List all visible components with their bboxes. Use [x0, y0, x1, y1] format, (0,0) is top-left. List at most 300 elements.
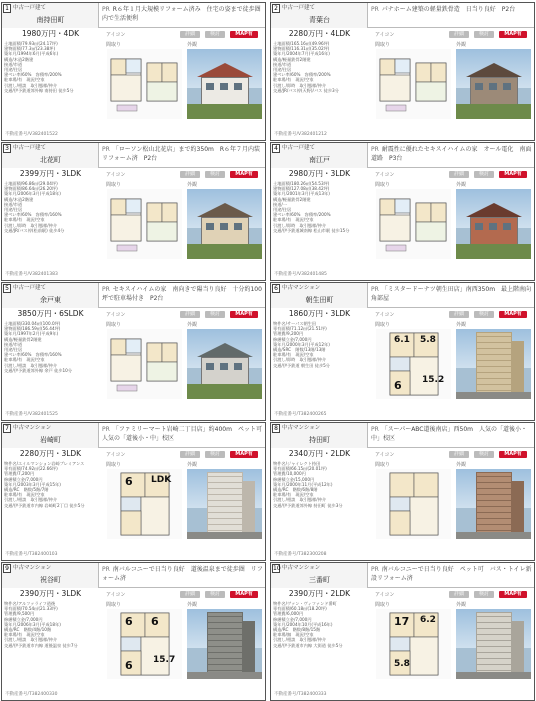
exterior-photo[interactable]	[456, 49, 531, 119]
map-button[interactable]: MAP有	[230, 311, 258, 318]
balcony-line	[207, 494, 243, 495]
pr-text	[102, 425, 268, 447]
tower-side	[512, 341, 524, 394]
header-left	[271, 143, 368, 168]
spec-line: 物件名/アルファライフ道後	[4, 601, 56, 606]
spec-line: 建ぺい率/60% 容積率/200%	[4, 72, 62, 78]
spec-line: 建ぺい率/60% 容積率/160%	[4, 352, 62, 358]
reference-number: 不動産番号/V382401525	[5, 412, 58, 417]
spec-line: 築年月/2003年3月(平成15年)	[4, 481, 61, 487]
detail-button[interactable]: 詳細	[449, 171, 469, 178]
listing-number: 3	[3, 144, 11, 153]
tower-side	[243, 621, 255, 674]
icon-label: アイコン	[106, 592, 126, 598]
spec-line: 引渡し/即時 取引態様/仲介	[273, 222, 327, 228]
detail-button[interactable]: 詳細	[449, 591, 469, 598]
exterior-label: 外観	[456, 322, 467, 328]
balcony-line	[476, 476, 512, 477]
listing-card[interactable]	[1, 282, 266, 421]
exterior-photo[interactable]	[456, 329, 531, 399]
area-name[interactable]: 岩崎町	[40, 436, 61, 444]
spec-line: 専有面積/70.54㎡(21.33坪)	[4, 606, 58, 612]
favorite-button[interactable]: 検討	[205, 591, 225, 598]
icon-label: アイコン	[106, 452, 126, 458]
area-name[interactable]: 持田町	[309, 436, 330, 444]
exterior-photo[interactable]	[187, 329, 262, 399]
spec-list	[4, 601, 99, 648]
pr-text	[371, 5, 534, 27]
spec-line: 用途/住居	[4, 207, 23, 213]
favorite-button[interactable]: 検討	[205, 451, 225, 458]
spec-line: 建物面積/127.08㎡(38.42坪)	[273, 186, 330, 192]
listing-card[interactable]	[1, 142, 266, 281]
window	[475, 83, 483, 90]
room-size-label: 17	[394, 615, 410, 628]
spec-line: 交通/JR/バス停(松前駅) 徒歩4分	[4, 227, 65, 233]
spec-line: 駐車場/有 現況/空家	[4, 492, 45, 498]
property-type: 中古マンション	[282, 565, 321, 571]
spec-line: 構造/木造2階建	[4, 56, 34, 62]
spec-line: 物件名/ヴァン・ヴィファンド番町	[273, 601, 337, 606]
property-type: 中古一戸建て	[13, 285, 47, 291]
floorplan-image[interactable]	[376, 329, 451, 399]
spec-line: 土地面積/180.26㎡(54.53坪)	[273, 181, 330, 186]
spec-line: 構造/軽量鉄骨2階建	[273, 56, 311, 62]
balcony-line	[476, 646, 512, 647]
map-button[interactable]: MAP有	[230, 31, 258, 38]
spec-line: 駐車場/有 現況/空家	[4, 357, 45, 363]
window	[503, 223, 511, 230]
card-header	[2, 423, 268, 448]
balcony-line	[207, 530, 243, 531]
price-layout: 3850万円・6SLDK	[17, 309, 84, 318]
balcony-line	[207, 518, 243, 519]
exterior-label: 外観	[187, 182, 198, 188]
balcony-line	[476, 616, 512, 617]
tower-side	[512, 621, 524, 674]
listing-number: 6	[272, 284, 280, 293]
balcony-line	[476, 640, 512, 641]
spec-line: 駐車場/有 現況/空家	[273, 77, 314, 83]
spec-line: 建ぺい率/60% 容積率/200%	[273, 212, 331, 218]
spec-line: 接道/市道	[4, 201, 23, 207]
spec-line: 管理費/9,200円	[273, 331, 304, 337]
listing-card[interactable]	[1, 422, 266, 561]
reference-number: 不動産番号/T382400103	[5, 552, 58, 557]
spec-line: 専有面積/66.15㎡(20.01坪)	[273, 466, 327, 472]
reference-number: 不動産番号/T382400330	[5, 692, 58, 697]
spec-line: 接道/一	[273, 201, 287, 207]
card-header	[271, 3, 534, 28]
spec-line: 築年月/2004年7月(平成16年)	[273, 51, 330, 57]
map-button[interactable]: MAP有	[230, 451, 258, 458]
balcony-line	[476, 372, 512, 373]
pr-text	[371, 145, 534, 167]
spec-list	[273, 321, 368, 368]
spec-line: 土地面積/165.16㎡(49.96坪)	[273, 41, 330, 46]
floorplan-drawing	[107, 329, 182, 399]
listing-number: 5	[3, 284, 11, 293]
spec-line: 土地面積/79.93㎡(24.17坪)	[4, 41, 58, 46]
spec-line: 土地面積/330.04㎡(100.0坪)	[4, 321, 61, 326]
area-name[interactable]: 朝生田町	[305, 296, 334, 304]
exterior-label: 外観	[456, 182, 467, 188]
balcony-line	[207, 500, 243, 501]
header-left	[271, 3, 368, 28]
balcony-line	[476, 664, 512, 665]
spec-list	[4, 461, 99, 508]
spec-line: 建ぺい率/60% 容積率/160%	[4, 212, 62, 218]
price-layout: 2390万円・2LDK	[288, 589, 351, 598]
spec-line: 引渡し/即時 取引態様/仲介	[273, 82, 327, 88]
floorplan-label: 間取り	[375, 322, 391, 328]
icon-label: アイコン	[375, 32, 395, 38]
house-wall	[470, 77, 518, 107]
area-name[interactable]: 青葉台	[309, 16, 330, 24]
floorplan-image[interactable]	[107, 329, 182, 399]
road	[187, 672, 262, 679]
exterior-label: 外観	[187, 42, 198, 48]
spec-line: 交通/伊予鉄道 朝生田 徒歩5分	[273, 362, 330, 368]
spec-line: 構造/RC 階数/5階/7階	[4, 487, 49, 493]
floorplan-image[interactable]	[376, 469, 451, 539]
spec-line: 専有面積/74.92㎡(22.66坪)	[4, 466, 58, 472]
exterior-photo[interactable]	[187, 189, 262, 259]
floorplan-image[interactable]	[376, 189, 451, 259]
house-wall	[470, 217, 518, 247]
pr-body: 「ファミリーマート岩崎二丁目店」約400m ペット可 人気の「道後小・中」校区	[102, 426, 268, 442]
map-button[interactable]: MAP有	[499, 591, 527, 598]
pr-label: PR	[102, 426, 110, 433]
floorplan-image[interactable]	[107, 49, 182, 119]
area-name[interactable]: 三番町	[309, 576, 330, 584]
balcony-line	[207, 670, 243, 671]
pr-text	[102, 145, 265, 167]
balcony-line	[476, 366, 512, 367]
roof	[197, 343, 253, 357]
room-size-label: 6	[394, 379, 402, 392]
floorplan-image[interactable]	[376, 609, 451, 679]
balcony-line	[207, 506, 243, 507]
balcony-line	[207, 476, 243, 477]
map-button[interactable]: MAP有	[499, 311, 527, 318]
spec-line: 築年月/2001年3月(平成13年)	[273, 191, 330, 197]
reference-number: 不動産番号/T382300208	[274, 552, 327, 557]
property-type: 中古マンション	[13, 565, 52, 571]
ground	[187, 244, 262, 259]
spec-line: 引渡し/相談 取引態様/仲介	[4, 362, 58, 368]
exterior-label: 外観	[456, 42, 467, 48]
floorplan-image[interactable]	[107, 469, 182, 539]
spec-line: 駐車場/無 現況/空家	[273, 632, 314, 638]
spec-line: 修繕積立金/7,000円	[4, 476, 43, 482]
detail-button[interactable]: 詳細	[180, 31, 200, 38]
balcony-line	[476, 342, 512, 343]
spec-line: 接道/市道	[4, 341, 23, 347]
exterior-label: 外観	[187, 322, 198, 328]
pr-body: 南バルコニーで日当り良好 ペット可 バス・トイレ新設リフォーム済	[371, 566, 532, 582]
window	[234, 83, 242, 90]
pr-label: PR	[102, 6, 110, 13]
floorplan-label: 間取り	[106, 42, 122, 48]
favorite-button[interactable]: 検討	[474, 451, 494, 458]
balcony-line	[207, 622, 243, 623]
spec-line: 接道/市道	[273, 61, 292, 67]
header-left	[271, 563, 368, 588]
floorplan-label: 間取り	[375, 462, 391, 468]
house-wall	[201, 357, 249, 387]
balcony-line	[207, 664, 243, 665]
exterior-photo[interactable]	[187, 469, 262, 539]
window	[489, 223, 497, 230]
favorite-button[interactable]: 検討	[474, 591, 494, 598]
exterior-label: 外観	[187, 462, 198, 468]
balcony-line	[207, 652, 243, 653]
spec-line: 引渡し/相談 取引態様/仲介	[273, 637, 327, 643]
map-button[interactable]: MAP有	[230, 171, 258, 178]
map-button[interactable]: MAP有	[230, 591, 258, 598]
balcony-line	[476, 488, 512, 489]
area-name[interactable]: 南江戸	[309, 156, 330, 164]
balcony-line	[476, 494, 512, 495]
spec-line: 管理費/7,200円	[4, 471, 35, 477]
spec-line: 引渡し/相談 取引態様/仲介	[4, 82, 58, 88]
icon-label: アイコン	[375, 312, 395, 318]
spec-line: 管理費/6,000円	[273, 611, 304, 617]
spec-line: 築年月/2000年11月(平成12年)	[273, 481, 333, 487]
property-type: 中古マンション	[282, 285, 321, 291]
reference-number: 不動産番号/V382401485	[274, 272, 327, 277]
spec-line: 構造/RC 階数/8階/15階	[273, 627, 321, 633]
spec-line: 交通/伊予鉄道市内線 道後温泉 徒歩7分	[4, 642, 78, 648]
detail-button[interactable]: 詳細	[180, 311, 200, 318]
balcony-line	[207, 628, 243, 629]
spec-line: 築年月/2004年10月(平成16年)	[273, 621, 333, 627]
exterior-photo[interactable]	[187, 49, 262, 119]
card-header	[2, 563, 265, 588]
pr-body: セキスイハイムの家 南向きで陽当り良好 十分約100坪で駐車場付き P2台	[102, 286, 262, 302]
exterior-photo[interactable]	[456, 469, 531, 539]
exterior-photo[interactable]	[456, 609, 531, 679]
pr-label: PR	[371, 566, 379, 573]
favorite-button[interactable]: 検討	[474, 171, 494, 178]
floorplan-label: 間取り	[106, 602, 122, 608]
detail-button[interactable]: 詳細	[449, 451, 469, 458]
card-header	[271, 563, 534, 588]
map-button[interactable]: MAP有	[499, 451, 527, 458]
icon-label: アイコン	[375, 592, 395, 598]
spec-line: 用途/住居	[4, 347, 23, 353]
spec-list	[273, 41, 368, 93]
detail-button[interactable]: 詳細	[180, 451, 200, 458]
icon-label: アイコン	[375, 452, 395, 458]
balcony-line	[476, 390, 512, 391]
balcony-line	[476, 530, 512, 531]
spec-line: 駐車場/有 現況/空家	[273, 217, 314, 223]
balcony-line	[207, 634, 243, 635]
ground	[456, 244, 531, 259]
favorite-button[interactable]: 検討	[474, 31, 494, 38]
property-type: 中古一戸建て	[282, 145, 316, 151]
room-size-label: 6	[151, 615, 159, 628]
favorite-button[interactable]: 検討	[205, 171, 225, 178]
balcony-line	[476, 348, 512, 349]
header-left	[271, 283, 368, 308]
pr-body: パナホーム建築の軽量鉄骨造 日当り良好 P2台	[381, 6, 516, 13]
spec-line: 管理費/10,000円	[273, 471, 306, 477]
reference-number: 不動産番号/V382401522	[5, 132, 58, 137]
exterior-photo[interactable]	[187, 609, 262, 679]
area-name[interactable]: 南持田町	[36, 16, 65, 24]
spec-line: 修繕積立金/7,000円	[273, 616, 312, 622]
reference-number: 不動産番号/V382401383	[5, 272, 58, 277]
detail-button[interactable]: 詳細	[449, 311, 469, 318]
listing-card[interactable]	[270, 142, 535, 281]
spec-line: 用途/住居	[273, 207, 292, 213]
spec-line: 引渡し/相談 取引態様/仲介	[273, 497, 327, 503]
pr-body: 南バルコニーで日当り良好 道後温泉まで徒歩圏 リフォーム済	[102, 566, 263, 582]
listing-card[interactable]	[1, 2, 266, 141]
price-layout: 1860万円・3LDK	[288, 309, 351, 318]
spec-line: 駐車場/有 現況/空家	[273, 352, 314, 358]
tower-side	[512, 481, 524, 534]
detail-button[interactable]: 詳細	[449, 31, 469, 38]
window	[220, 363, 228, 370]
icon-label: アイコン	[106, 32, 126, 38]
window	[503, 83, 511, 90]
card-header	[2, 3, 265, 28]
room-size-label: 15.7	[153, 655, 176, 665]
roof	[197, 203, 253, 217]
icon-label: アイコン	[375, 172, 395, 178]
floorplan-image[interactable]	[107, 609, 182, 679]
spec-line: 建物面積/77.3㎡(23.38坪)	[4, 46, 56, 52]
detail-button[interactable]: 詳細	[180, 591, 200, 598]
favorite-button[interactable]: 検討	[474, 311, 494, 318]
map-button[interactable]: MAP有	[499, 31, 527, 38]
balcony-line	[476, 622, 512, 623]
room-size-label: 5.8	[420, 335, 436, 345]
area-name[interactable]: 余戸東	[40, 296, 61, 304]
area-name[interactable]: 北花町	[40, 156, 61, 164]
balcony-line	[476, 336, 512, 337]
room-size-label: 6.1	[394, 335, 410, 345]
pr-label: PR	[102, 286, 110, 293]
balcony-line	[207, 488, 243, 489]
reference-number: 不動産番号/T382400333	[274, 692, 327, 697]
floorplan-drawing	[376, 609, 451, 679]
exterior-label: 外観	[187, 602, 198, 608]
price-layout: 2280万円・3LDK	[19, 449, 82, 458]
tower-side	[243, 481, 255, 534]
balcony-line	[476, 628, 512, 629]
listing-card[interactable]	[1, 562, 266, 701]
pr-text	[102, 5, 265, 27]
spec-line: 築年月/1997年2月(平成9年)	[4, 331, 59, 337]
balcony-line	[207, 658, 243, 659]
listing-number: 1	[3, 4, 11, 13]
pr-label: PR	[371, 146, 379, 153]
card-header	[2, 283, 265, 308]
balcony-line	[476, 354, 512, 355]
road	[456, 392, 531, 399]
balcony-line	[476, 378, 512, 379]
balcony-line	[476, 634, 512, 635]
header-left	[2, 283, 99, 308]
spec-line: 引渡し/即時 取引態様/仲介	[4, 222, 58, 228]
pr-label: PR	[102, 566, 110, 573]
listing-card[interactable]	[270, 422, 535, 561]
room-size-label: 6	[125, 475, 133, 488]
spec-line: 物件名/ジャイレクト持田	[273, 461, 321, 466]
listing-card[interactable]	[270, 562, 535, 701]
spec-line: 構造/軽量鉄骨2階建	[4, 336, 42, 342]
spec-line: 引渡し/相談 取引態様/仲介	[4, 637, 58, 643]
pr-text	[371, 285, 534, 307]
property-type: 中古一戸建て	[282, 5, 316, 11]
pr-label: PR	[371, 286, 379, 293]
pr-body: 耐震性に優れたセキスイハイムの家 オール電化 南面道路 P3台	[371, 146, 532, 162]
listing-number: 10	[273, 565, 281, 572]
pr-body: 「スーパーABC道後南店」西50m 人気の「道後小・中」校区	[371, 426, 527, 442]
listing-card[interactable]	[270, 282, 535, 421]
spec-list	[273, 461, 368, 508]
spec-line: 築年月/2000年3月(平成12年)	[273, 341, 330, 347]
card-header	[271, 143, 534, 168]
room-size-label: LDK	[151, 475, 172, 485]
listing-card[interactable]	[270, 2, 535, 141]
house-wall	[201, 77, 249, 107]
spec-line: 建物面積/86.64㎡(26.20坪)	[4, 186, 58, 192]
spec-list	[273, 181, 368, 233]
floorplan-image[interactable]	[376, 49, 451, 119]
pr-label: PR	[371, 6, 379, 13]
favorite-button[interactable]: 検討	[205, 31, 225, 38]
balcony-line	[476, 652, 512, 653]
price-layout: 2980万円・3LDK	[288, 169, 351, 178]
favorite-button[interactable]: 検討	[205, 311, 225, 318]
spec-line: 修繕積立金/7,000円	[273, 336, 312, 342]
window	[475, 223, 483, 230]
spec-line: 築年月/2006年3月(平成18年)	[4, 191, 61, 197]
map-button[interactable]: MAP有	[499, 171, 527, 178]
balcony-line	[476, 384, 512, 385]
listing-number: 7	[3, 424, 11, 433]
spec-list	[4, 41, 99, 93]
detail-button[interactable]: 詳細	[180, 171, 200, 178]
area-name[interactable]: 祝谷町	[40, 576, 61, 584]
spec-line: 引渡し/即時 取引態様/仲介	[273, 357, 327, 363]
spec-line: 専有面積/71.12㎡(21.51坪)	[273, 326, 327, 332]
property-type: 中古マンション	[13, 425, 52, 431]
spec-line: 駐車場/有 現況/空家	[4, 632, 45, 638]
floorplan-drawing	[107, 189, 182, 259]
icon-label: アイコン	[106, 312, 126, 318]
exterior-photo[interactable]	[456, 189, 531, 259]
balcony-line	[476, 506, 512, 507]
window	[206, 83, 214, 90]
spec-line: 建物面積/116.31㎡(35.02坪)	[273, 46, 330, 52]
price-layout: 2399万円・3LDK	[19, 169, 82, 178]
spec-line: 土地面積/96.86㎡(29.04坪)	[4, 181, 58, 186]
ground	[456, 104, 531, 119]
balcony-line	[476, 658, 512, 659]
roof	[466, 63, 522, 77]
spec-line: 駐車場/有 現況/空家	[4, 77, 45, 83]
spec-line: 交通/伊予鉄道市内線 大街道 徒歩5分	[273, 642, 343, 648]
floorplan-image[interactable]	[107, 189, 182, 259]
room-size-label: 6.2	[420, 615, 436, 625]
